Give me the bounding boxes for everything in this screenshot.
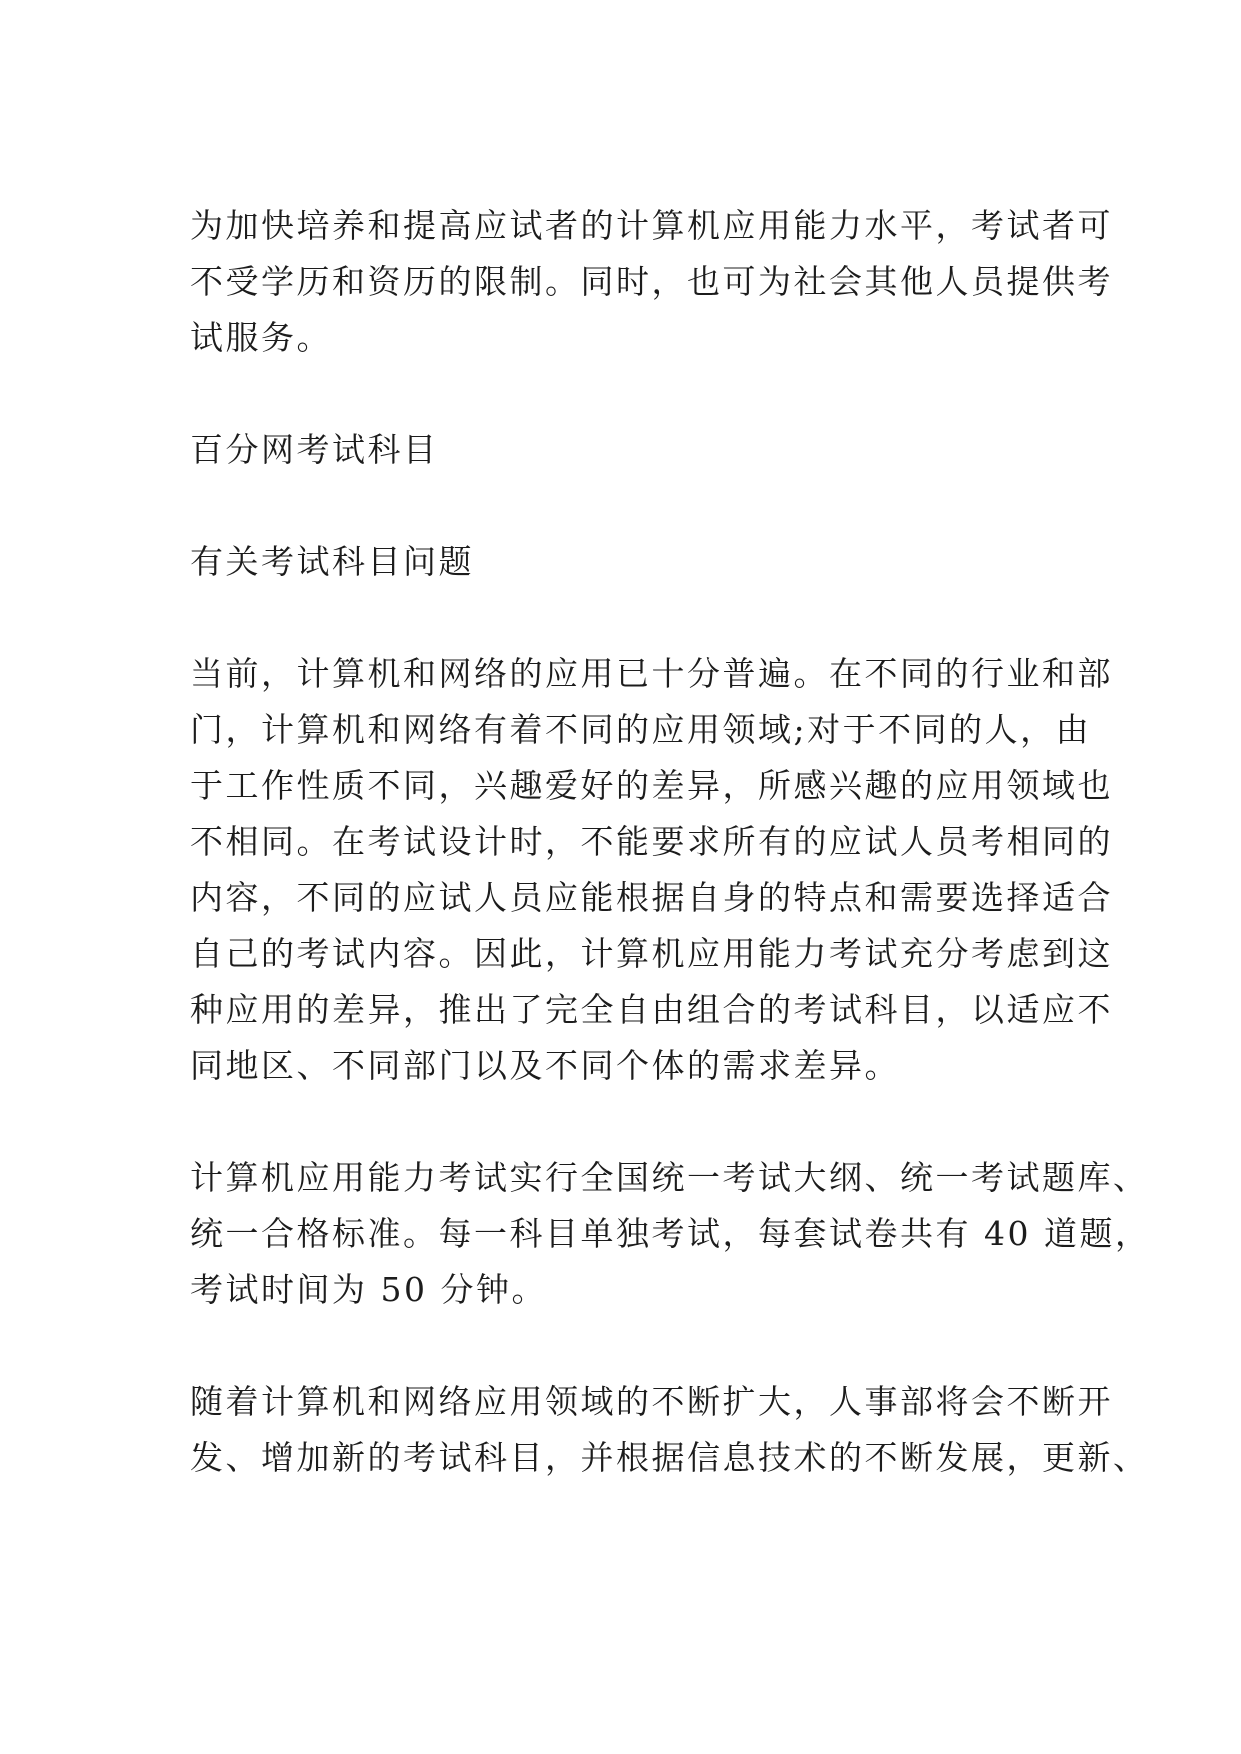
text-line: 考试时间为 50 分钟。	[190, 1270, 547, 1309]
text-line: 不受学历和资历的限制。同时，也可为社会其他人员提供考	[190, 262, 1113, 301]
text-line: 不相同。在考试设计时，不能要求所有的应试人员考相同的	[190, 822, 1113, 861]
document-body	[190, 198, 1151, 1486]
text-line: 有关考试科目问题	[190, 542, 474, 581]
paragraph-exam-format	[190, 1150, 1151, 1318]
text-line: 为加快培养和提高应试者的计算机应用能力水平，考试者可	[190, 206, 1113, 245]
subsection-heading	[190, 534, 1070, 590]
text-line: 自己的考试内容。因此，计算机应用能力考试充分考虑到这	[190, 934, 1113, 973]
text-line: 种应用的差异，推出了完全自由组合的考试科目，以适应不	[190, 990, 1113, 1029]
text-line: 百分网考试科目	[190, 430, 439, 469]
text-line: 发、增加新的考试科目，并根据信息技术的不断发展，更新、	[190, 1438, 1149, 1477]
text-line: 当前，计算机和网络的应用已十分普遍。在不同的行业和部	[190, 654, 1113, 693]
text-line: 门，计算机和网络有着不同的应用领域;对于不同的人，由	[190, 710, 1092, 749]
section-heading	[190, 422, 1070, 478]
paragraph-future	[190, 1374, 1149, 1486]
text-line: 于工作性质不同，兴趣爱好的差异，所感兴趣的应用领域也	[190, 766, 1113, 805]
text-line: 内容，不同的应试人员应能根据自身的特点和需要选择适合	[190, 878, 1113, 917]
text-line: 随着计算机和网络应用领域的不断扩大，人事部将会不断开	[190, 1382, 1113, 1421]
text-line: 计算机应用能力考试实行全国统一考试大纲、统一考试题库、	[190, 1158, 1149, 1197]
text-line: 同地区、不同部门以及不同个体的需求差异。	[190, 1046, 900, 1085]
paragraph-body	[190, 646, 1113, 1094]
paragraph-intro	[190, 198, 1113, 366]
text-line: 统一合格标准。每一科目单独考试，每套试卷共有 40 道题，	[190, 1214, 1151, 1253]
text-line: 试服务。	[190, 318, 332, 357]
